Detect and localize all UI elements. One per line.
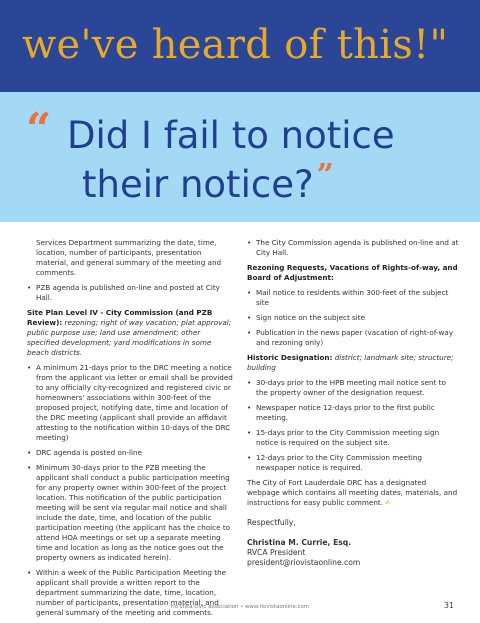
site-plan-heading: Site Plan Level IV - City Commission (and PZB Review): <box>27 308 213 327</box>
list-item: • 15-days prior to the City Commission meeting sign notice is required on the subject site. <box>247 428 440 447</box>
list-item: • Publication in the news paper (vacation of right-of-way and rezoning only) <box>247 328 454 347</box>
list-item-text: DRC agenda is posted on-line <box>36 448 143 457</box>
list-item-text: Publication in the news paper (vacation of right-of-way and rezoning only) <box>256 328 454 347</box>
salutation: Respectfully, <box>247 518 296 527</box>
signer-name: Christina M. Currie, Esq. <box>247 538 352 547</box>
site-plan-section <box>27 308 233 358</box>
list-item-text: The City Commission agenda is published on-line and at City Hall. <box>256 238 459 257</box>
list-item-text: Minimum 30-days prior to the PZB meeting the applicant shall conduct a public participation meeting for any property owner within 300-feet of the project location. This notification of the public participation meeting will be sent via regular mail notice and shall include the date, time, and location of the public participation meeting (the applicant has the choice to attend HOA meetings or set up a separate meeting time and location as long as the notice goes out the property owners as indicated herein). <box>36 463 231 562</box>
signature-block <box>247 518 459 568</box>
list-item-text: Newspaper notice 12-days prior to the first public meeting. <box>256 403 435 422</box>
list-item: • A minimum 21-days prior to the DRC meeting a notice from the applicant via letter or email shall be provided to any officially city-recognized and registered civic or homeowners' associations within 300-feet of the proposed project, notifying date, time and location of the DRC meeting (applicant shall provide an affidavit attesting to the notification within 10-days of the DRC meeting) <box>27 363 233 442</box>
site-plan-bullets <box>27 363 233 618</box>
banner-title: we've heard of this!" <box>22 22 449 68</box>
rezoning-heading: Rezoning Requests, Vacations of Rights-of-way, and Board of Adjustment: <box>247 263 458 282</box>
list-item: • Minimum 30-days prior to the PZB meeting the applicant shall conduct a public participation meeting for any property owner within 300-feet of the project location. This notification of the public participation meeting will be sent via regular mail notice and shall include the date, time, and location of the public participation meeting (the applicant has the choice to attend HOA meetings or set up a separate meeting time and location as long as the notice goes out the property owners as indicated herein). <box>27 463 231 562</box>
list-item: • 12-days prior to the City Commission meeting newspaper notice is required. <box>247 453 423 472</box>
list-item: • Newspaper notice 12-days prior to the first public meeting. <box>247 403 435 422</box>
list-item-text: Within a week of the Public Participation Meeting the applicant shall provide a written report to the department summarizing the date, time, location, number of participants, presentation material, and general summary of the meeting and comments. <box>36 568 227 617</box>
list-item-text: 12-days prior to the City Commission meeting newspaper notice is required. <box>256 453 423 472</box>
list-item: • Mail notice to residents within 300-feet of the subject site <box>247 288 449 307</box>
pull-quote-line-1: Did I fail to notice <box>67 114 395 157</box>
historic-label: Historic Designation: <box>247 353 333 362</box>
list-item: • DRC agenda is posted on-line <box>27 448 143 457</box>
site-plan-text: rezoning; right of way vacation; plat approval; public purpose use; land use amendment; other specified development; yard modifications in some beach districts. <box>27 318 232 357</box>
pull-quote-line-2-text: their notice? <box>82 163 314 206</box>
closing-paragraph <box>247 478 459 508</box>
list-item-text: 15-days prior to the City Commission meeting sign notice is required on the subject site. <box>256 428 440 447</box>
right-column <box>247 238 459 568</box>
historic-text: district; landmark site; structure; building <box>247 353 454 372</box>
list-item-text: 30-days prior to the HPB meeting mail notice sent to the property owner of the designation request. <box>256 378 446 397</box>
list-item: • Sign notice on the subject site <box>247 313 366 322</box>
leaf-icon: ✍ <box>385 498 392 507</box>
historic-bullets <box>247 378 459 473</box>
list-item: • 30-days prior to the HPB meeting mail notice sent to the property owner of the designation request. <box>247 378 446 397</box>
close-quote-mark: ” <box>316 158 334 193</box>
list-item-text: Mail notice to residents within 300-feet of the subject site <box>256 288 449 307</box>
pull-quote-line-2 <box>82 158 334 206</box>
list-item-text: Sign notice on the subject site <box>256 313 366 322</box>
list-item-text: PZB agenda is published on-line and posted at City Hall. <box>36 283 220 302</box>
left-column <box>27 238 233 623</box>
page-number: 31 <box>443 601 454 610</box>
paragraph-continued: Services Department summarizing the date, time, location, number of participants, presentation material, and general summary of the meeting and comments. <box>36 238 222 277</box>
rezoning-bullets <box>247 288 459 348</box>
list-item-text: A minimum 21-days prior to the DRC meeting a notice from the applicant via letter or email shall be provided to any officially city-recognized and registered civic or homeowners' associations within 300-feet of the proposed project, notifying date, time and location of the DRC meeting (applicant shall provide an affidavit attesting to the notification within 10-days of the DRC meeting) <box>36 363 233 442</box>
pzb-bullets <box>27 283 233 303</box>
open-quote-mark: “ <box>26 104 52 155</box>
historic-section <box>247 353 459 373</box>
closing-text: The City of Fort Lauderdale DRC has a designated webpage which contains all meeting dates, materials, and instructions for easy public comment. <box>247 478 458 507</box>
signer-title: RVCA President <box>247 548 306 557</box>
list-item: • PZB agenda is published on-line and posted at City Hall. <box>27 283 220 302</box>
list-item: • The City Commission agenda is published on-line and at City Hall. <box>247 238 459 257</box>
signer-email: president@riovistaonline.com <box>247 558 361 567</box>
footer-text: rio vista civic association • www.riovistaonline.com <box>170 604 310 610</box>
list-item: • Within a week of the Public Participation Meeting the applicant shall provide a written report to the department summarizing the date, time, location, number of participants, presentation material, and general summary of the meeting and comments. <box>27 568 227 617</box>
commission-bullets <box>247 238 459 258</box>
